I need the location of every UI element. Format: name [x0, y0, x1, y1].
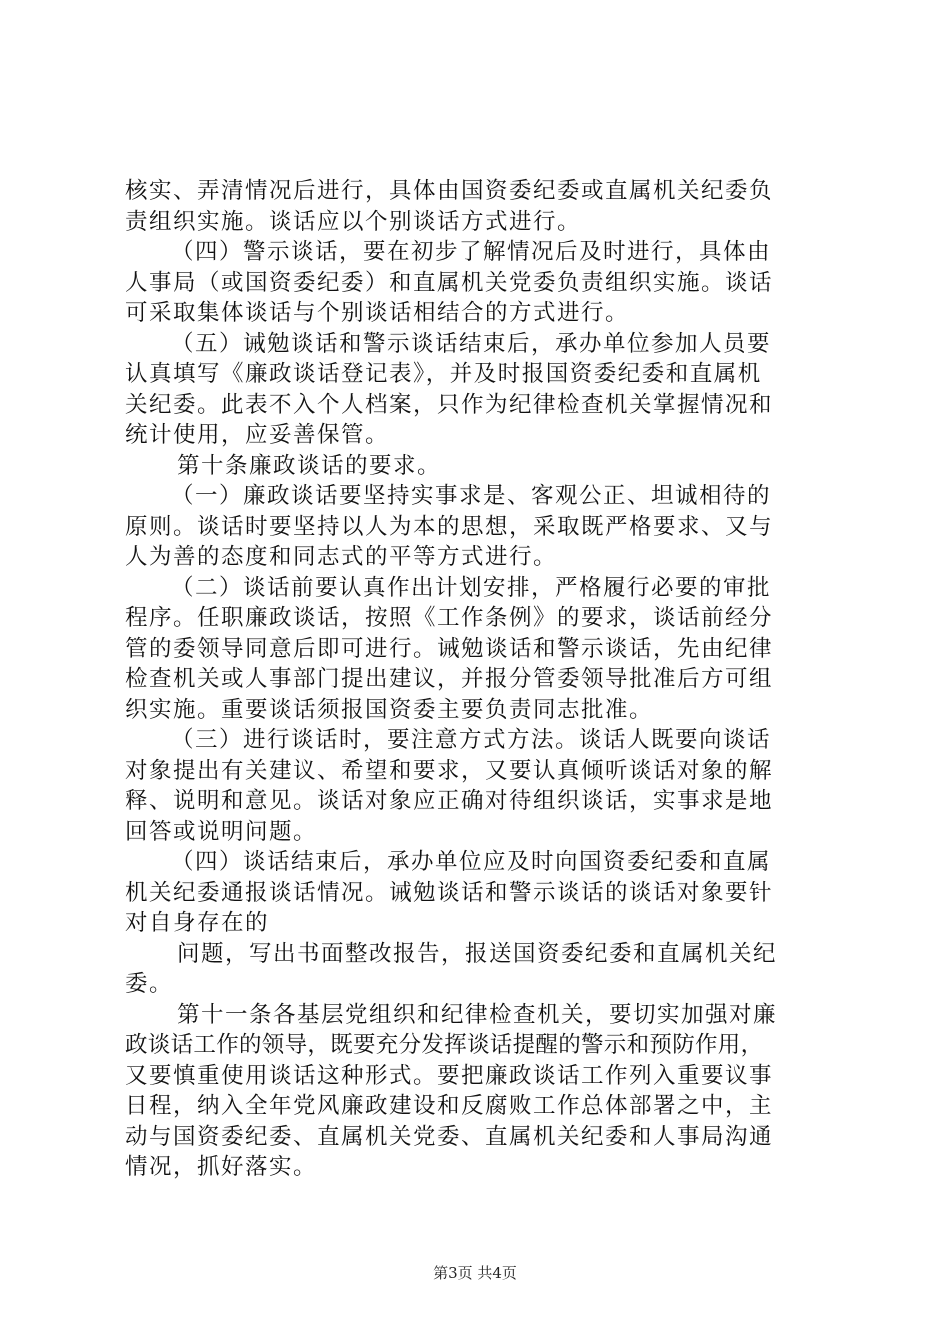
document-body [125, 176, 845, 1183]
text-line: 检查机关或人事部门提出建议，并报分管委领导批准后方可组 [125, 666, 774, 692]
text-line: 动与国资委纪委、直属机关党委、直属机关纪委和人事局沟通 [125, 1123, 774, 1150]
text-line: 关纪委。此表不入个人档案，只作为纪律检查机关掌握情况和 [125, 391, 774, 418]
page-footer [0, 1262, 950, 1283]
text-line: （二）谈话前要认真作出计划安排，严格履行必要的审批 [171, 574, 772, 601]
text-line: 认真填写《廉政谈话登记表》，并及时报国资委纪委和直属机 [125, 361, 762, 387]
text-line: 统计使用，应妥善保管。 [125, 422, 390, 448]
text-line: 日程，纳入全年党风廉政建设和反腐败工作总体部署之中，主 [125, 1093, 774, 1119]
text-line: 人事局（或国资委纪委）和直属机关党委负责组织实施。谈话 [125, 269, 774, 296]
text-line: 机关纪委通报谈话情况。诫勉谈话和警示谈话的谈话对象要针 [125, 879, 774, 906]
text-line: 原则。谈话时要坚持以人为本的思想，采取既严格要求、又与 [125, 513, 774, 540]
text-line: 对自身存在的 [125, 910, 270, 936]
text-line: 核实、弄清情况后进行，具体由国资委纪委或直属机关纪委负 [125, 178, 774, 204]
text-line: （四）谈话结束后，承办单位应及时向国资委纪委和直属 [171, 849, 772, 875]
section-heading: 第十一条各基层党组织和纪律检查机关，要切实加强对廉 [177, 1001, 778, 1028]
text-line: 释、说明和意见。谈话对象应正确对待组织谈话，实事求是地 [125, 788, 774, 814]
text-line: 又要慎重使用谈话这种形式。要把廉政谈话工作列入重要议事 [125, 1062, 774, 1089]
text-line: 委。 [125, 971, 174, 997]
text-line: （三）进行谈话时，要注意方式方法。谈话人既要向谈话 [171, 727, 772, 753]
text-line: 程序。任职廉政谈话，按照《工作条例》的要求，谈话前经分 [125, 605, 774, 631]
text-line: 对象提出有关建议、希望和要求，又要认真倾听谈话对象的解 [125, 757, 774, 784]
text-line: 人为善的态度和同志式的平等方式进行。 [125, 544, 558, 570]
text-line: （四）警示谈话，要在初步了解情况后及时进行，具体由 [171, 239, 772, 265]
page-number-label: 第3页 共4页 [433, 1264, 517, 1282]
text-line: 责组织实施。谈话应以个别谈话方式进行。 [125, 208, 582, 235]
section-heading: 第十条廉政谈话的要求。 [177, 452, 442, 479]
text-line: 织实施。重要谈话须报国资委主要负责同志批准。 [125, 696, 654, 723]
text-line: 可采取集体谈话与个别谈话相结合的方式进行。 [125, 300, 630, 326]
text-line: 政谈话工作的领导，既要充分发挥谈话提醒的警示和预防作用， [125, 1032, 764, 1058]
text-line: （一）廉政谈话要坚持实事求是、客观公正、坦诚相待的 [171, 483, 772, 509]
text-line: （五）诫勉谈话和警示谈话结束后，承办单位参加人员要 [171, 330, 772, 357]
text-line: 回答或说明问题。 [125, 818, 318, 845]
text-line: 问题，写出书面整改报告，报送国资委纪委和直属机关纪 [177, 940, 778, 967]
text-line: 情况，抓好落实。 [125, 1154, 318, 1180]
text-line: 管的委领导同意后即可进行。诫勉谈话和警示谈话，先由纪律 [125, 635, 774, 662]
